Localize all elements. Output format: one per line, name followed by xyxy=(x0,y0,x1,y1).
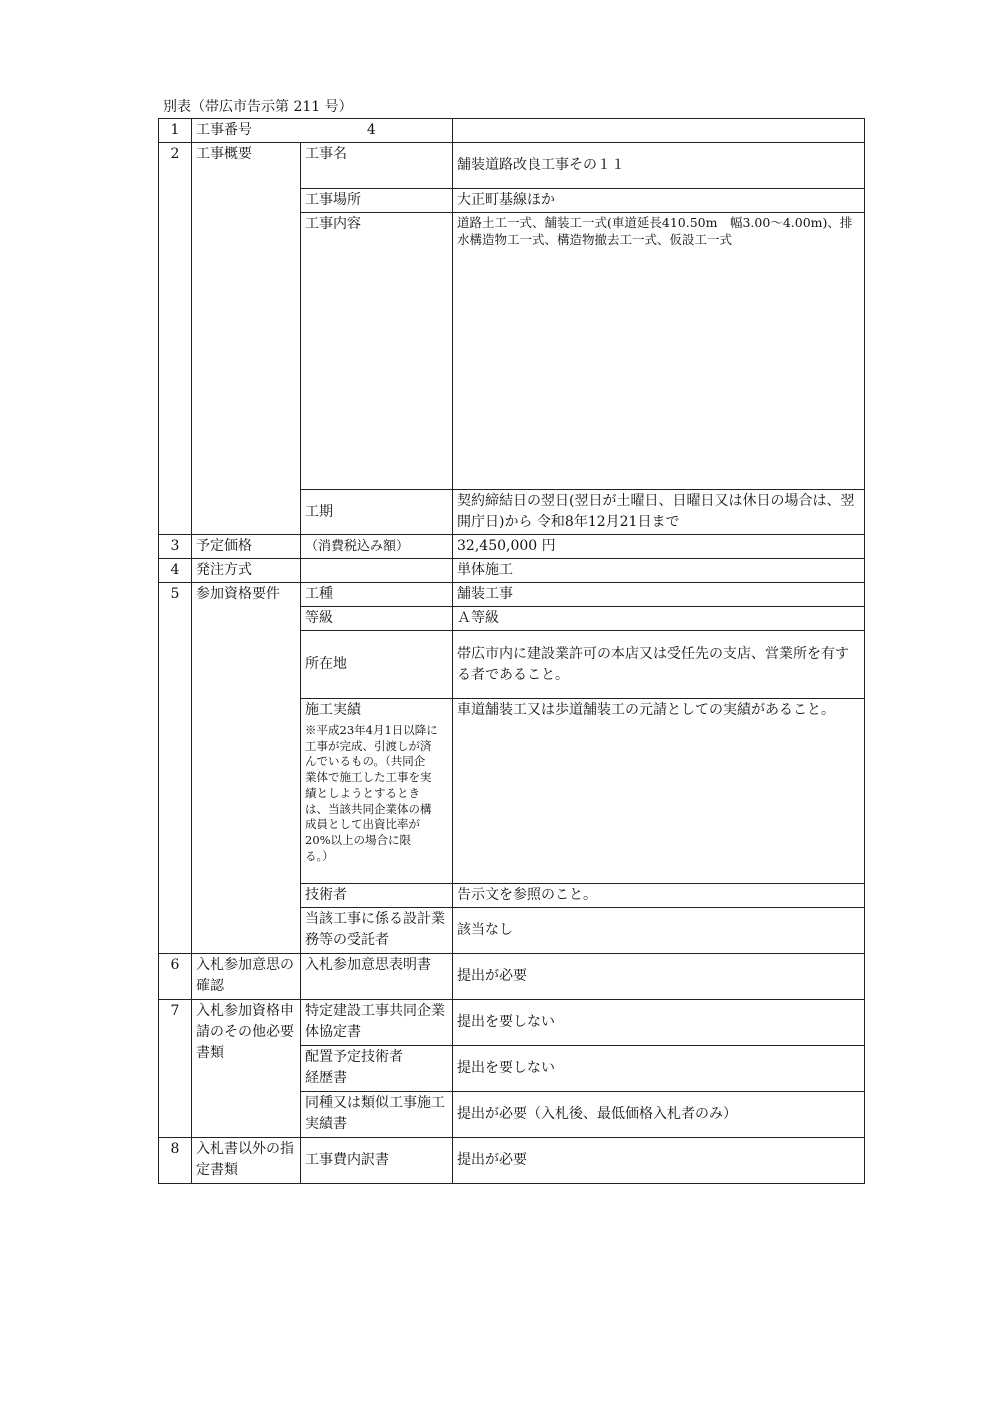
career-label: 経歴書 xyxy=(305,1070,347,1086)
item-value: 単体施工 xyxy=(453,559,865,583)
empty-cell xyxy=(301,559,453,583)
item-label: 技術者 xyxy=(301,884,453,908)
item-label: 同種又は類似工事施工実績書 xyxy=(301,1092,453,1138)
row-number: 8 xyxy=(159,1138,192,1184)
table-row xyxy=(159,143,865,189)
row-number: 3 xyxy=(159,535,192,559)
row-label: 予定価格 xyxy=(192,535,301,559)
row-number: 1 xyxy=(159,119,192,143)
item-label: 工事費内訳書 xyxy=(301,1138,453,1184)
item-value: Ａ等級 xyxy=(453,607,865,631)
item-value: 提出を要しない xyxy=(453,1000,865,1046)
row-label: 発注方式 xyxy=(192,559,301,583)
item-label: 工種 xyxy=(301,583,453,607)
row-number: 6 xyxy=(159,954,192,1000)
item-value: 道路土工一式、舗装工一式(車道延長410.50m 幅3.00～4.00m)、排水構造物工一式、構造物撤去工一式、仮設工一式 xyxy=(453,213,865,490)
empty-cell xyxy=(453,119,865,143)
item-value: 該当なし xyxy=(453,908,865,954)
table-row xyxy=(159,583,865,607)
item-label xyxy=(301,699,453,884)
attachment-table xyxy=(158,118,865,1184)
item-value: 帯広市内に建設業許可の本店又は受任先の支店、営業所を有する者であること。 xyxy=(453,631,865,699)
item-label: 所在地 xyxy=(301,631,453,699)
table-row xyxy=(159,535,865,559)
row-label: 入札参加意思の確認 xyxy=(192,954,301,1000)
item-label: 工事場所 xyxy=(301,189,453,213)
item-label: 特定建設工事共同企業体協定書 xyxy=(301,1000,453,1046)
row-number: 4 xyxy=(159,559,192,583)
construction-number-label: 工事番号 xyxy=(196,122,252,138)
item-label xyxy=(301,1046,453,1092)
row-label: 参加資格要件 xyxy=(192,583,301,954)
engineer-plan-label: 配置予定技術者 xyxy=(305,1049,403,1065)
table-row xyxy=(159,1000,865,1046)
item-label: 工期 xyxy=(301,490,453,535)
record-note: ※平成23年4月1日以降に 工事が完成、引渡しが済 んでいるもの。（共同企 業体で施工した工事を実 績としようとするとき は、当該共同企業体の構 成員として出資比率が 20%以上の場合に限 る。） xyxy=(305,723,438,863)
item-value: 提出を要しない xyxy=(453,1046,865,1092)
item-value: 大正町基線ほか xyxy=(453,189,865,213)
row-label xyxy=(192,119,453,143)
row-label: 入札書以外の指定書類 xyxy=(192,1138,301,1184)
item-label: 工事内容 xyxy=(301,213,453,490)
item-label: 工事名 xyxy=(301,143,453,189)
row-number: 5 xyxy=(159,583,192,954)
table-row xyxy=(159,559,865,583)
row-label: 工事概要 xyxy=(192,143,301,535)
construction-number-value: 4 xyxy=(366,122,376,138)
item-label: 等級 xyxy=(301,607,453,631)
item-label: （消費税込み額） xyxy=(301,535,453,559)
item-value: 提出が必要 xyxy=(453,1138,865,1184)
table-row xyxy=(159,119,865,143)
table-row xyxy=(159,1138,865,1184)
item-value: 車道舗装工又は歩道舗装工の元請としての実績があること。 xyxy=(453,699,865,884)
row-number: 2 xyxy=(159,143,192,535)
item-label: 当該工事に係る設計業務等の受託者 xyxy=(301,908,453,954)
table-caption: 別表（帯広市告示第 211 号） xyxy=(163,99,353,115)
row-number: 7 xyxy=(159,1000,192,1138)
item-label: 入札参加意思表明書 xyxy=(301,954,453,1000)
item-value: 提出が必要（入札後、最低価格入札者のみ） xyxy=(453,1092,865,1138)
row-label: 入札参加資格申請のその他必要書類 xyxy=(192,1000,301,1138)
item-value: 32,450,000 円 xyxy=(453,535,865,559)
item-value: 告示文を参照のこと。 xyxy=(453,884,865,908)
item-value: 契約締結日の翌日(翌日が土曜日、日曜日又は休日の場合は、翌開庁日)から 令和8年12月21日まで xyxy=(453,490,865,535)
record-label: 施工実績 xyxy=(305,702,361,718)
table-row xyxy=(159,954,865,1000)
item-value: 提出が必要 xyxy=(453,954,865,1000)
item-value: 舗装道路改良工事その１１ xyxy=(453,143,865,189)
item-value: 舗装工事 xyxy=(453,583,865,607)
